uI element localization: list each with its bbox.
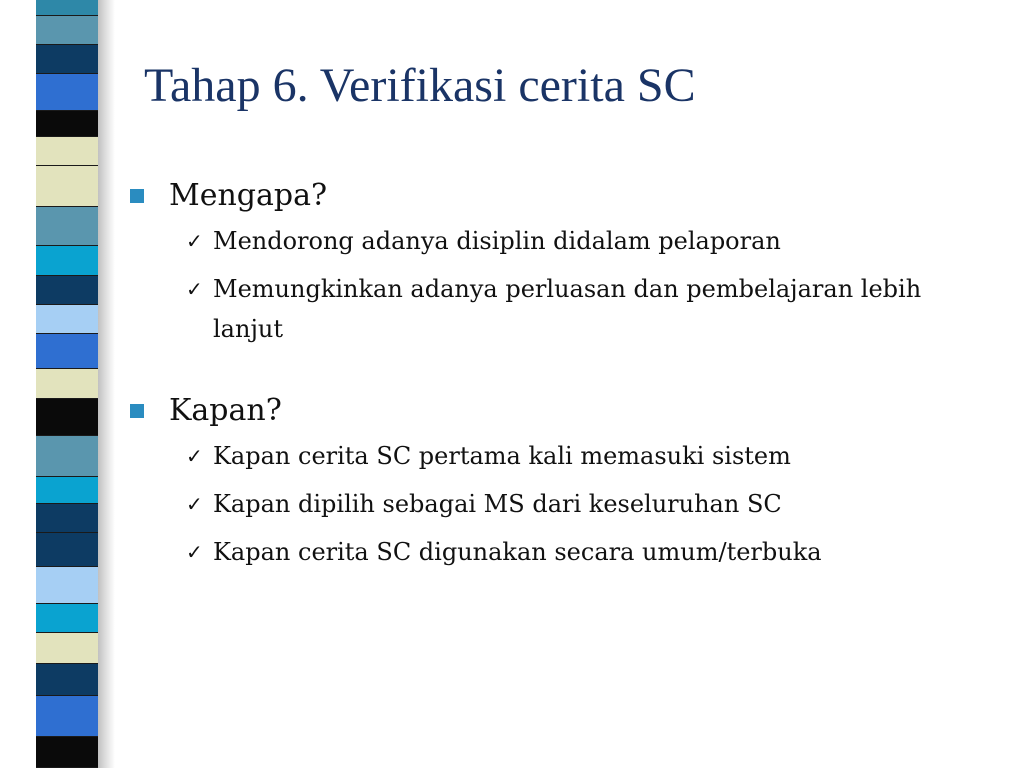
sub-list [130,436,1000,572]
stripe-segment [36,696,98,737]
stripe-shadow [97,0,115,768]
stripe-segment [36,305,98,334]
stripe-segment [36,567,98,604]
bullet-label: Kapan? [169,393,282,428]
bullet-group-mengapa [130,178,1000,349]
sub-list-item [186,532,1000,572]
checkmark-icon: ✓ [186,540,203,564]
sub-list-item [186,436,1000,476]
stripe-segment [36,74,98,111]
stripe-segment [36,436,98,477]
stripe-segment [36,664,98,695]
stripe-segment [36,604,98,633]
stripe-segment [36,166,98,207]
stripe-segment [36,504,98,533]
sub-list-item [186,484,1000,524]
stripe-segment [36,111,98,136]
sub-item-text: Kapan cerita SC pertama kali memasuki sistem [213,442,791,470]
bullet-item [130,393,1000,428]
slide-title: Tahap 6. Verifikasi cerita SC [144,59,696,112]
bullet-item [130,178,1000,213]
stripe-segment [36,369,98,398]
stripe-segment [36,477,98,504]
stripe-segment [36,16,98,45]
stripe-segment [36,246,98,275]
checkmark-icon: ✓ [186,492,203,516]
stripe-segment [36,45,98,74]
decorative-stripe-bar [36,0,98,768]
stripe-segment [36,399,98,436]
stripe-segment [36,276,98,305]
sub-list [130,221,1000,349]
sub-list-item [186,221,1000,261]
square-bullet-icon [130,404,144,418]
square-bullet-icon [130,189,144,203]
sub-item-text: Mendorong adanya disiplin didalam pelaporan [213,227,781,255]
stripe-segment [36,207,98,246]
stripe-segment [36,633,98,664]
checkmark-icon: ✓ [186,229,203,253]
sub-item-text: Memungkinkan adanya perluasan dan pembelajaran lebih lanjut [213,275,922,343]
sub-item-text: Kapan cerita SC digunakan secara umum/terbuka [213,538,822,566]
stripe-segment [36,533,98,566]
bullet-label: Mengapa? [169,178,328,213]
stripe-segment [36,0,98,16]
stripe-segment [36,334,98,369]
stripe-segment [36,137,98,166]
stripe-segment [36,737,98,768]
sub-list-item [186,269,1000,349]
checkmark-icon: ✓ [186,277,203,301]
slide-content [130,178,1000,572]
checkmark-icon: ✓ [186,444,203,468]
bullet-group-kapan [130,393,1000,572]
sub-item-text: Kapan dipilih sebagai MS dari keseluruhan SC [213,490,782,518]
